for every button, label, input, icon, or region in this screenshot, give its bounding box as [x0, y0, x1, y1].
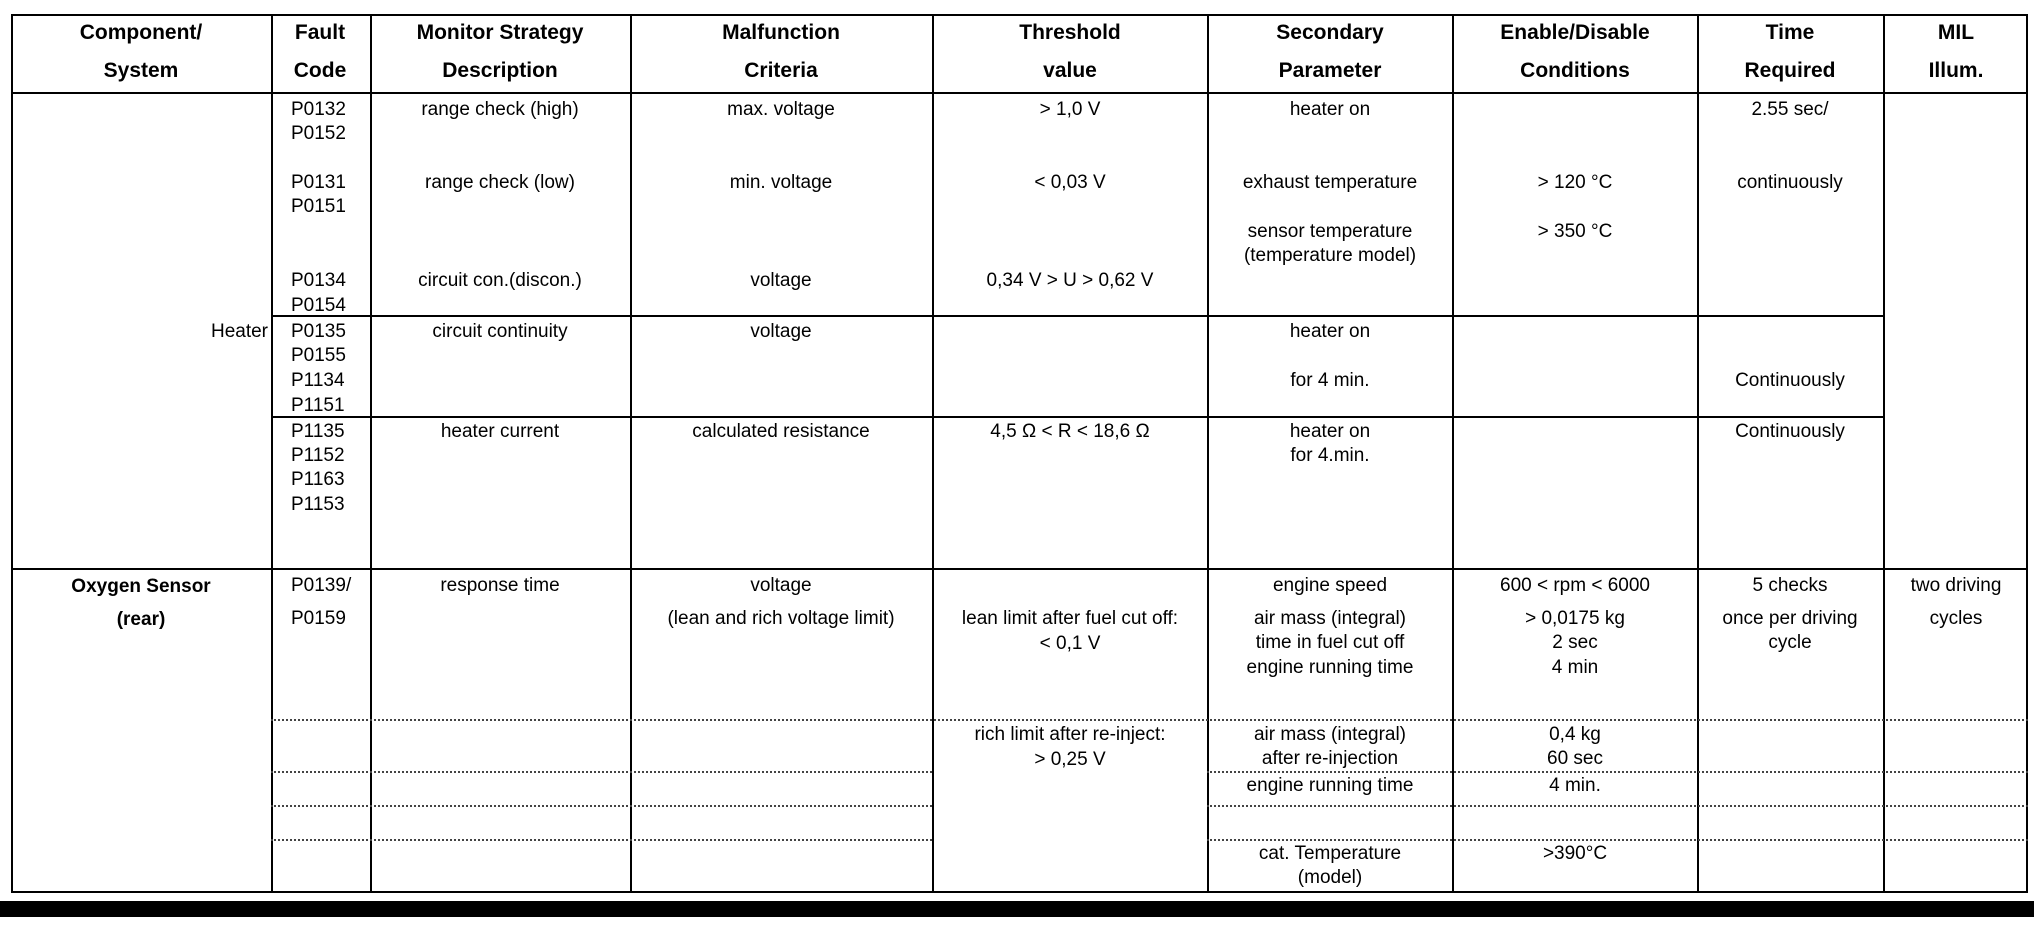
column-divider — [1697, 14, 1699, 893]
enable-condition: 0,4 kg — [1549, 724, 1601, 745]
component-heater: Heater — [210, 321, 268, 342]
secondary-parameter: engine speed — [1272, 575, 1388, 596]
time-required: once per driving — [1722, 608, 1858, 629]
enable-condition: > 350 °C — [1537, 221, 1613, 242]
fault-code: P1152 — [291, 445, 345, 466]
fault-code: P0159 — [291, 608, 346, 629]
secondary-parameter: heater on — [1289, 421, 1371, 442]
fault-code: P0155 — [291, 345, 346, 366]
fault-code: P0135 — [291, 321, 346, 342]
column-divider — [370, 14, 372, 893]
fault-code: P1135 — [291, 421, 345, 442]
time-required: continuously — [1737, 172, 1843, 193]
fault-code: P0131 — [291, 172, 346, 193]
dotted-rule — [271, 805, 932, 807]
header-secondary-parameter: Secondary Parameter — [1276, 21, 1384, 82]
dotted-rule — [271, 839, 932, 841]
enable-condition: > 120 °C — [1537, 172, 1613, 193]
enable-condition: >390°C — [1542, 843, 1608, 864]
threshold-value: > 1,0 V — [1039, 99, 1101, 120]
fault-code: P0134 — [291, 270, 346, 291]
column-divider — [630, 14, 632, 893]
column-divider — [271, 14, 273, 893]
enable-condition: 600 < rpm < 6000 — [1500, 575, 1650, 596]
monitor-description: heater current — [440, 421, 560, 442]
row-rule — [271, 315, 1883, 317]
fault-code: P0132 — [291, 99, 346, 120]
secondary-parameter: heater on — [1289, 99, 1371, 120]
time-required: cycle — [1768, 632, 1812, 653]
header-mil-illum: MIL Illum. — [1928, 21, 1984, 82]
fault-code: P0152 — [291, 123, 346, 144]
component-oxygen-sensor: Oxygen Sensor (rear) — [71, 576, 211, 630]
threshold-lean: lean limit after fuel cut off: < 0,1 V — [961, 608, 1179, 654]
secondary-parameter: for 4 min. — [1290, 370, 1370, 391]
fault-code: P1151 — [291, 395, 345, 416]
threshold-value: 4,5 Ω < R < 18,6 Ω — [990, 421, 1150, 442]
footer-bar — [0, 901, 2034, 917]
fault-code: P1134 — [291, 370, 345, 391]
malfunction-criteria: (lean and rich voltage limit) — [667, 608, 895, 629]
secondary-parameter: air mass (integral) — [1253, 608, 1407, 629]
malfunction-criteria: max. voltage — [727, 99, 835, 120]
secondary-parameter: engine running time — [1246, 657, 1414, 678]
secondary-parameter: cat. Temperature — [1258, 843, 1402, 864]
column-divider — [1207, 14, 1209, 893]
enable-condition: 60 sec — [1547, 748, 1603, 769]
enable-condition: 4 min. — [1549, 775, 1601, 796]
secondary-parameter: (temperature model) — [1243, 245, 1417, 266]
fault-code: P0139/ — [291, 575, 352, 596]
header-component: Component/ System — [79, 21, 203, 82]
malfunction-criteria: voltage — [750, 270, 812, 291]
monitor-description: response time — [440, 575, 560, 596]
monitor-description: circuit continuity — [432, 321, 568, 342]
time-required: 2.55 sec/ — [1751, 99, 1829, 120]
header-threshold-value: Threshold value — [1019, 21, 1121, 82]
malfunction-criteria: voltage — [750, 575, 812, 596]
malfunction-criteria: calculated resistance — [692, 421, 870, 442]
dotted-rule — [271, 719, 2028, 721]
threshold-rich: rich limit after re-inject: > 0,25 V — [974, 724, 1166, 770]
dotted-rule — [271, 771, 932, 773]
malfunction-criteria: min. voltage — [729, 172, 833, 193]
header-time-required: Time Required — [1744, 21, 1836, 82]
mil-illumination: cycles — [1929, 608, 1983, 629]
mil-illumination: two driving — [1910, 575, 2002, 596]
column-divider — [932, 14, 934, 893]
fault-code: P0154 — [291, 295, 346, 316]
header-rule — [11, 92, 2028, 94]
header-monitor-strategy: Monitor Strategy Description — [416, 21, 584, 82]
time-required: 5 checks — [1752, 575, 1828, 596]
fault-code: P1163 — [291, 469, 345, 490]
row-rule — [271, 416, 1883, 418]
secondary-parameter: sensor temperature — [1247, 221, 1413, 242]
fault-code: P0151 — [291, 196, 346, 217]
section-rule — [11, 568, 2028, 570]
column-divider — [1452, 14, 1454, 893]
header-malfunction-criteria: Malfunction Criteria — [722, 21, 840, 82]
monitor-description: range check (low) — [425, 172, 575, 193]
column-divider — [1883, 14, 1885, 893]
secondary-parameter: engine running time — [1246, 775, 1414, 796]
enable-condition: 4 min — [1551, 657, 1599, 678]
malfunction-criteria: voltage — [750, 321, 812, 342]
threshold-value: < 0,03 V — [1034, 172, 1106, 193]
secondary-parameter: time in fuel cut off — [1255, 632, 1405, 653]
time-required: Continuously — [1735, 421, 1845, 442]
secondary-parameter: heater on — [1289, 321, 1371, 342]
dotted-rule — [1207, 805, 2028, 807]
time-required: Continuously — [1735, 370, 1845, 391]
monitor-description: circuit con.(discon.) — [418, 270, 582, 291]
header-enable-disable: Enable/Disable Conditions — [1500, 21, 1650, 82]
secondary-parameter: for 4.min. — [1290, 445, 1370, 466]
secondary-parameter: (model) — [1297, 867, 1363, 888]
secondary-parameter: after re-injection — [1261, 748, 1399, 769]
fault-code: P1153 — [291, 494, 345, 515]
monitor-description: range check (high) — [421, 99, 579, 120]
header-fault-code: Fault Code — [293, 21, 347, 82]
enable-condition: > 0,0175 kg — [1525, 608, 1625, 629]
secondary-parameter: exhaust temperature — [1242, 172, 1418, 193]
secondary-parameter: air mass (integral) — [1253, 724, 1407, 745]
threshold-value: 0,34 V > U > 0,62 V — [986, 270, 1154, 291]
enable-condition: 2 sec — [1552, 632, 1598, 653]
